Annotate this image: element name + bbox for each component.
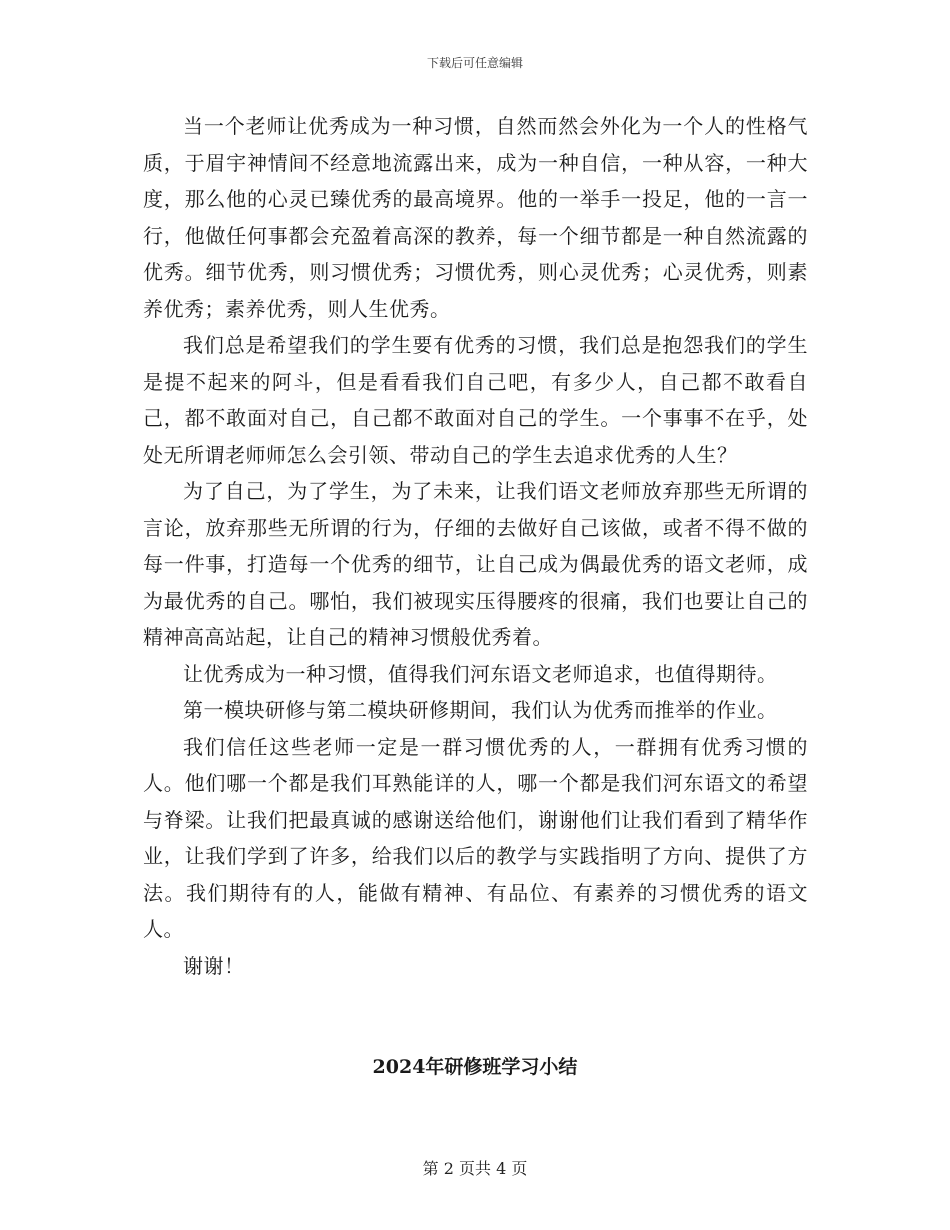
document-body <box>143 108 808 984</box>
paragraph: 我们总是希望我们的学生要有优秀的习惯，我们总是抱怨我们的学生是提不起来的阿斗，但是看看我们自己吧，有多少人，自己都不敢看自己，都不敢面对自己，自己都不敢面对自己的学生。一个事事不在乎，处处无所谓老师师怎么会引领、带动自己的学生去追求优秀的人生？ <box>143 333 808 467</box>
paragraph: 我们信任这些老师一定是一群习惯优秀的人，一群拥有优秀习惯的人。他们哪一个都是我们耳熟能详的人，哪一个都是我们河东语文的希望与脊梁。让我们把最真诚的感谢送给他们，谢谢他们让我们看到了精华作业，让我们学到了许多，给我们以后的教学与实践指明了方向、提供了方法。我们期待有的人，能做有精神、有品位、有素养的习惯优秀的语文人。 <box>143 734 808 941</box>
paragraph: 第一模块研修与第二模块研修期间，我们认为优秀而推举的作业。 <box>183 698 778 722</box>
paragraph: 当一个老师让优秀成为一种习惯，自然而然会外化为一个人的性格气质，于眉宇神情间不经意地流露出来，成为一种自信，一种从容，一种大度，那么他的心灵已臻优秀的最高境界。他的一举手一投足，他的一言一行，他做任何事都会充盈着高深的教养，每一个细节都是一种自然流露的优秀。细节优秀，则习惯优秀；习惯优秀，则心灵优秀；心灵优秀，则素养优秀；素养优秀，则人生优秀。 <box>143 114 808 321</box>
paragraph: 谢谢！ <box>183 953 245 978</box>
section-title: 2024年研修班学习小结 <box>372 1056 578 1078</box>
page-header: 下载后可任意编辑 <box>426 56 523 70</box>
page-number: 第 2 页共 4 页 <box>422 1159 528 1178</box>
paragraph: 为了自己，为了学生，为了未来，让我们语文老师放弃那些无所谓的言论，放弃那些无所谓的行为，仔细的去做好自己该做，或者不得不做的每一件事，打造每一个优秀的细节，让自己成为偶最优秀的语文老师，成为最优秀的自己。哪怕，我们被现实压得腰疼的很痛，我们也要让自己的精神高高站起，让自己的精神习惯般优秀着。 <box>143 479 808 649</box>
paragraph: 让优秀成为一种习惯，值得我们河东语文老师追求，也值得期待。 <box>183 661 778 686</box>
